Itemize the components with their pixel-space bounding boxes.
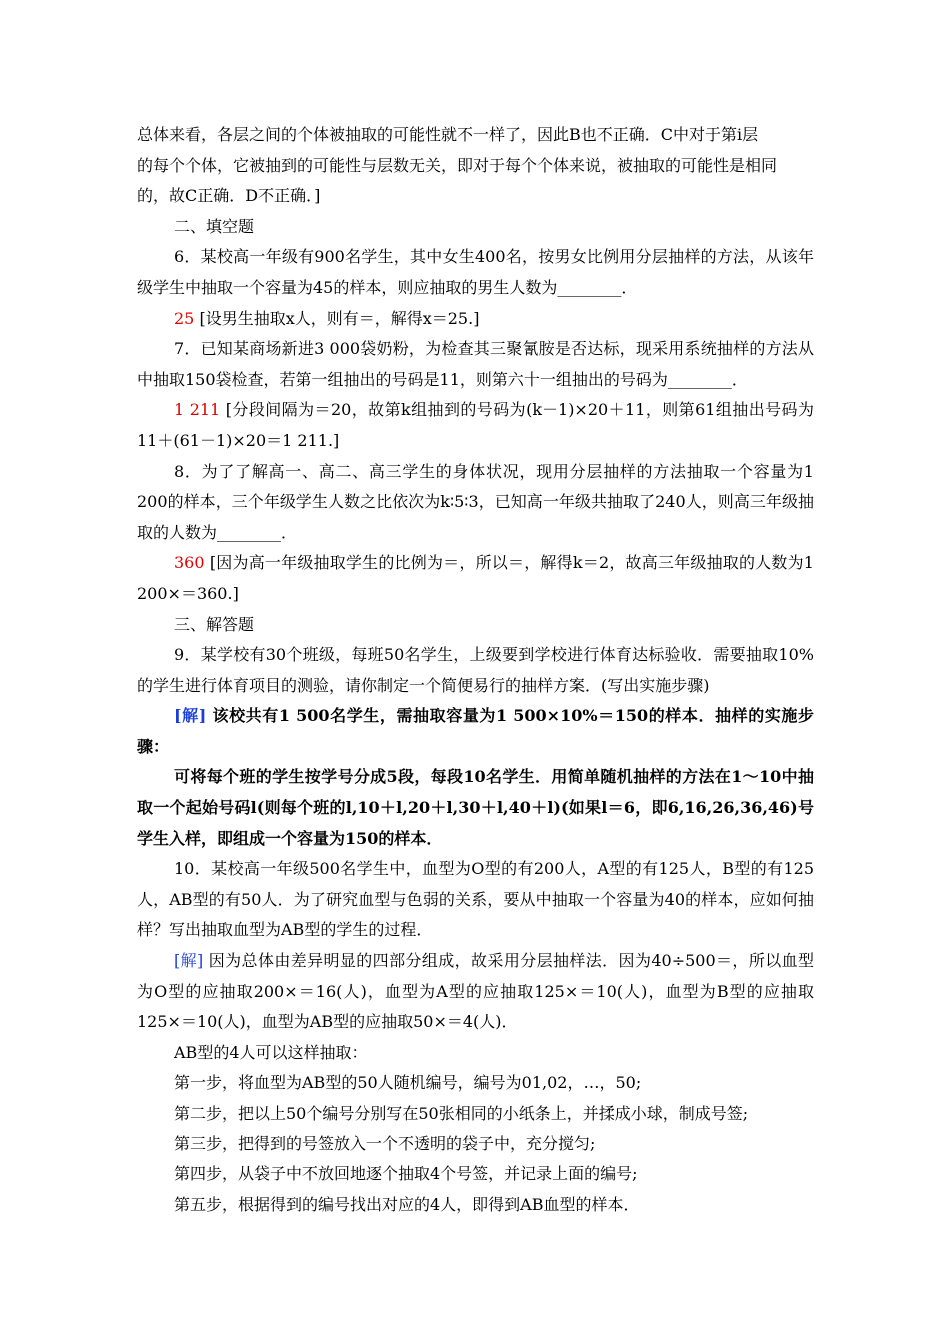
solution-10-text-1: 因为总体由差异明显的四部分组成，故采用分层抽样法．因为40÷500＝，所以血型为O型的应抽取200×＝16(人)，血型为A型的应抽取125×＝10(人)，血型为B型的应抽取125×＝10(人)，血型为AB型的应抽取50×＝4(人)．	[137, 951, 814, 1032]
answer-8	[137, 548, 814, 609]
step-1: 第一步，将血型为AB型的50人随机编号，编号为01,02，…，50;	[174, 1073, 642, 1093]
step-5: 第五步，根据得到的编号找出对应的4人，即得到AB血型的样本．	[174, 1194, 640, 1214]
solution-9-part-2: 可将每个班的学生按学号分成5段，每段10名学生．用简单随机抽样的方法在1～10中抽取一个起始号码l(则每个班的l,10＋l,20＋l,30＋l,40＋l)(如果l＝6，即6,16,26,36,46)号学生入样，即组成一个容量为150的样本．	[137, 767, 814, 848]
question-9: 9．某学校有30个班级，每班50名学生，上级要到学校进行体育达标验收．需要抽取10%的学生进行体育项目的测验，请你制定一个简便易行的抽样方案．(写出实施步骤)	[137, 645, 814, 695]
question-7: 7．已知某商场新进3 000袋奶粉，为检查其三聚氰胺是否达标，现采用系统抽样的方法从中抽取150袋检查，若第一组抽出的号码是11，则第六十一组抽出的号码为________．	[137, 339, 814, 389]
solution-10-part-1	[137, 946, 814, 1038]
continuation-line-1: 总体来看，各层之间的个体被抽取的可能性就不一样了，因此B也不正确．C中对于第i层	[137, 125, 759, 144]
step-intro: AB型的4人可以这样抽取：	[174, 1042, 368, 1062]
solution-9-tag: [解]	[174, 706, 207, 726]
answer-7-explanation: [分段间隔为＝20，故第k组抽到的号码为(k－1)×20＋11，则第61组抽出号码为11＋(61－1)×20＝1 211.]	[137, 400, 814, 450]
answer-7	[137, 395, 814, 456]
answer-8-value: 360	[174, 553, 205, 573]
solution-10-steps	[137, 1038, 814, 1220]
step-4: 第四步，从袋子中不放回地逐个抽取4个号签，并记录上面的编号;	[174, 1164, 638, 1184]
answer-8-explanation: [因为高一年级抽取学生的比例为＝，所以＝，解得k＝2，故高三年级抽取的人数为1 200×＝360.]	[137, 553, 814, 603]
continuation-line-2: 的每个个体，它被抽到的可能性与层数无关，即对于每个个体来说，被抽取的可能性是相同	[137, 155, 778, 175]
question-6: 6．某校高一年级有900名学生，其中女生400名，按男女比例用分层抽样的方法，从该年级学生中抽取一个容量为45的样本，则应抽取的男生人数为________．	[137, 247, 814, 297]
continuation-line-3: 的，故C正确．D不正确．]	[137, 186, 321, 206]
answer-6-explanation: [设男生抽取x人，则有＝，解得x＝25.]	[199, 308, 480, 328]
step-2: 第二步，把以上50个编号分别写在50张相同的小纸条上，并揉成小球，制成号签;	[174, 1103, 749, 1123]
section-heading-solution: 三、解答题	[174, 614, 255, 634]
solution-10-tag: [解]	[174, 951, 204, 971]
answer-6-value: 25	[174, 308, 195, 328]
solution-9-text-1: 该校共有1 500名学生，需抽取容量为1 500×10%＝150的样本．抽样的实施步骤：	[137, 706, 814, 756]
answer-6	[137, 304, 814, 335]
section-heading-fill-in: 二、填空题	[174, 216, 255, 236]
question-10: 10．某校高一年级500名学生中，血型为O型的有200人，A型的有125人，B型的有125人，AB型的有50人．为了研究血型与色弱的关系，要从中抽取一个容量为40的样本，应如何抽样？写出抽取血型为AB型的学生的过程．	[137, 859, 814, 940]
solution-9-part-1	[137, 701, 814, 762]
question-8: 8．为了了解高一、高二、高三学生的身体状况，现用分层抽样的方法抽取一个容量为1 200的样本，三个年级学生人数之比依次为k∶5∶3，已知高一年级共抽取了240人，则高三年级抽取的人数为________．	[137, 461, 814, 542]
answer-7-value: 1 211	[174, 400, 221, 420]
step-3: 第三步，把得到的号签放入一个不透明的袋子中，充分搅匀;	[174, 1134, 596, 1154]
